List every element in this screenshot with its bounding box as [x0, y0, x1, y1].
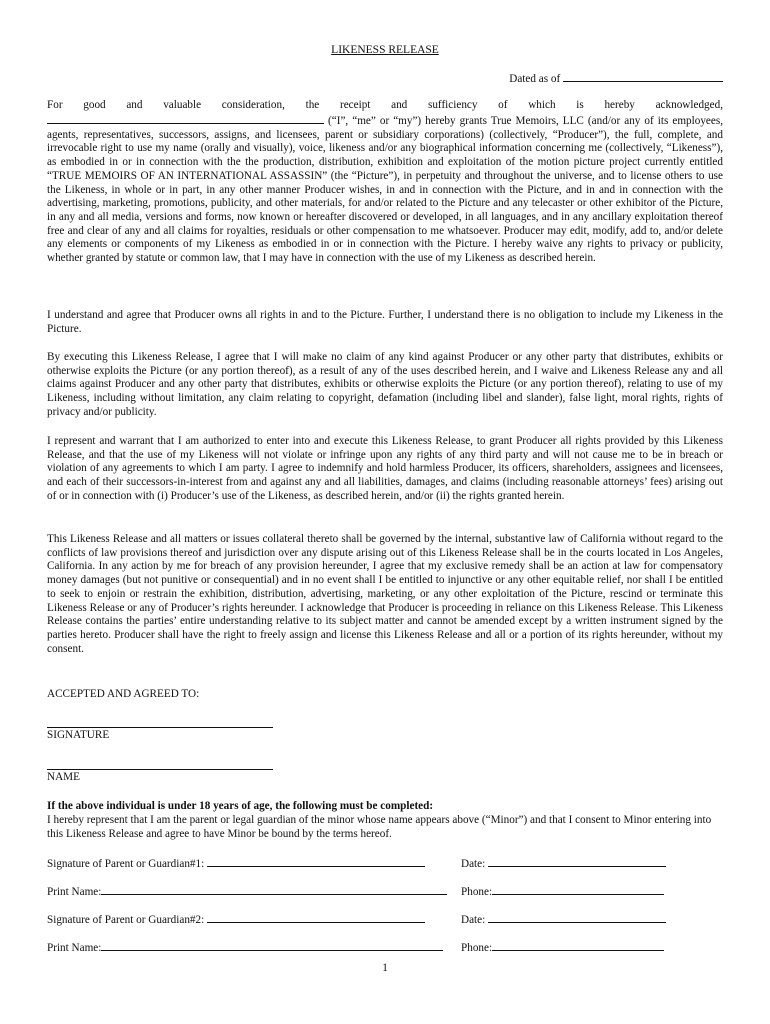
guardian1-phone-blank[interactable] [492, 884, 664, 895]
accepted-label: ACCEPTED AND AGREED TO: [47, 688, 200, 700]
guardian2-date-field [461, 912, 666, 928]
guardian1-signature-blank[interactable] [207, 856, 425, 867]
guardian2-print-field [47, 940, 443, 956]
guardian1-print-field [47, 884, 447, 900]
guardian2-phone-blank[interactable] [492, 940, 664, 951]
name-label: NAME [47, 771, 80, 783]
guardian2-signature-blank[interactable] [207, 912, 425, 923]
guardian1-signature-field [47, 856, 425, 872]
guardian1-phone-label: Phone: [461, 886, 493, 898]
guardian1-print-label: Print Name: [47, 886, 102, 898]
guardian2-date-label: Date: [461, 914, 486, 926]
paragraph-5: This Likeness Release and all matters or issues collateral thereto shall be governed by the internal, substantive law of California without regard to the conflicts of law provisions thereof and jurisdiction over any dispute arising out of this Likeness Release shall be in the courts located in Los Angeles, California. In any action by me for breach of any provision hereunder, I agree that my exclusive remedy shall be an action at law for compensatory money damages (but not punitive or consequential) and in no event shall I be entitled to injunctive or any other equitable relief, nor shall I be entitled to seek to enjoin or restrain the exhibition, distribution, advertising, marketing, or any other exploitation of the Picture, rescind or terminate this Likeness Release or any of Producer’s rights hereunder. I acknowledge that Producer is proceeding in reliance on this Likeness Release. This Likeness Release contains the parties’ entire understanding relative to its subject matter and cannot be amended except by a written instrument signed by the parties hereto. Producer shall have the right to freely assign and license this Likeness Release and all or a portion of its rights hereunder, without my consent. [47, 533, 723, 655]
paragraph-1-lead: For good and valuable consideration, the receipt and sufficiency of which is hereby acknowledged, [47, 99, 723, 111]
minor-heading: If the above individual is under 18 years of age, the following must be completed: [47, 800, 434, 812]
paragraph-4: I represent and warrant that I am authorized to enter into and execute this Likeness Release, to grant Producer all rights provided by this Likeness Release, and that the use of my Likeness will not violate or infringe upon any rights of any third party and will not cause me to be in breach or violation of any agreements to which I am party. I agree to indemnify and hold harmless Producer, its officers, shareholders, assignees and licensees, and each of their successors-in-interest from and against any and all liabilities, damages, and claims (including reasonable attorneys’ fees) arising out of or in connection with (i) Producer’s use of the Likeness, as described herein, and/or (ii) the rights granted herein. [47, 435, 723, 502]
guardian2-phone-label: Phone: [461, 942, 493, 954]
dated-label: Dated as of [509, 73, 561, 85]
paragraph-2: I understand and agree that Producer owns all rights in and to the Picture. Further, I understand there is no obligation to include my Likeness in the Picture. [47, 309, 723, 335]
name-line[interactable] [47, 769, 273, 770]
paragraph-3: By executing this Likeness Release, I agree that I will make no claim of any kind against Producer or any other party that distributes, exhibits or otherwise exploits the Picture (or any portion thereof), as a result of any of the uses described herein, and I waive and Likeness Release any and all claims against Producer and any other party that distributes, exhibits or otherwise exploits the Picture (or any portion thereof), relating to use of my Likeness, including without limitation, any claim relating to copyright, defamation (including libel and slander), false light, moral rights, rights of privacy and/or publicity. [47, 351, 723, 418]
guardian2-date-blank[interactable] [488, 912, 666, 923]
guardian2-print-blank[interactable] [101, 940, 443, 951]
minor-consent-text: I hereby represent that I am the parent or legal guardian of the minor whose name appears above (“Minor”) and that I consent to Minor entering into this Likeness Release and agree to have Minor be bound by the terms hereof. [47, 814, 712, 840]
guardian1-print-blank[interactable] [101, 884, 447, 895]
document-title: LIKENESS RELEASE [331, 44, 439, 56]
signature-line[interactable] [47, 727, 273, 728]
paragraph-1-text: (“I”, “me” or “my”) hereby grants True Memoirs, LLC (and/or any of its employees, agents, representatives, successors, assigns, and licensees, parent or subsidiary corporations) (collectively, “Producer”), the full, complete, and irrevocable right to use my name (orally and visually), voice, likeness and/or any biographical information concerning me (collectively, “Likeness”), as embodied in or in connection with the the production, distribution, exhibition and exploitation of the motion picture project currently entitled “TRUE MEMOIRS OF AN INTERNATIONAL ASSASSIN” (the “Picture”), in perpetuity and throughout the universe, and to license others to use the Likeness, in whole or in part, in any other manner Producer wishes, in and in connection with the Picture, and in and in connection with the advertising, marketing, promotions, publicity, and other materials, for and/or related to the Picture and any telecaster or other exhibitor of the Picture, in any and all media, versions and forms, now known or hereafter discovered or developed, in all languages, and in any ancillary exploitation thereof free and clear of any and all claims for royalties, residuals or other compensation to me whatsoever. Producer may edit, modify, add to, and/or delete any elements or components of my Likeness as embodied in or in connection with the Picture. I hereby waive any rights to privacy or publicity, whether granted by statute or common law, that I may have in connection with the use of my Likeness as described herein. [47, 115, 723, 265]
guardian1-signature-label: Signature of Parent or Guardian#1: [47, 858, 205, 870]
dated-blank[interactable] [563, 71, 723, 82]
guardian2-signature-label: Signature of Parent or Guardian#2: [47, 914, 205, 926]
guardian2-phone-field [461, 940, 664, 956]
guardian1-date-blank[interactable] [488, 856, 666, 867]
guardian2-signature-field [47, 912, 425, 928]
paragraph-1 [47, 113, 723, 266]
page-number: 1 [382, 962, 388, 974]
release-page [47, 0, 723, 1024]
dated-line [509, 71, 723, 87]
signature-label: SIGNATURE [47, 729, 110, 741]
guardian1-date-field [461, 856, 666, 872]
guardian2-print-label: Print Name: [47, 942, 102, 954]
guardian1-phone-field [461, 884, 664, 900]
grantor-name-blank[interactable] [47, 113, 324, 124]
guardian1-date-label: Date: [461, 858, 486, 870]
